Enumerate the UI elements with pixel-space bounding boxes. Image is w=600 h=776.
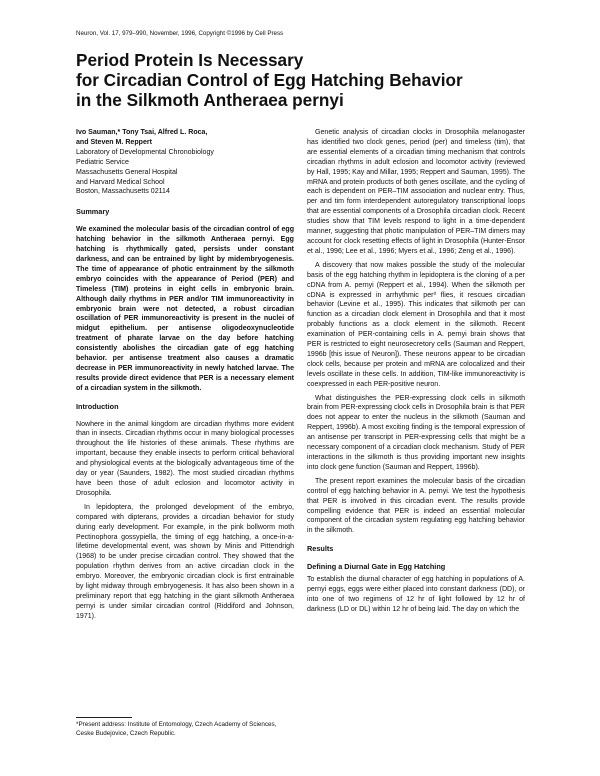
body-paragraph-3: What distinguishes the PER-expressing clock cells in silkmoth brain from PER-expressing clock cells in Drosophila brain is that PER does not appear to enter the nucleus in the silkmoth (Sauman and Reppert, 1996b). A most exciting finding is the temporal expression of an antisense per transcript in PER-expressing cells that might be a necessary component of a circadian clock mechanism. Study of PER interactions in the silkmoth is thus providing important new insights into clock gene function (Sauman and Reppert, 1996b). [307,394,525,471]
affiliation-line-1: Laboratory of Developmental Chronobiology [76,148,214,156]
affiliation-line-5: Boston, Massachusetts 02114 [76,188,170,196]
body-paragraph-4: The present report examines the molecular basis of the circadian control of egg hatching behavior in A. pernyi. We test the hypothesis that PER is involved in this circadian event. The results provide compelling evidence that PER is indeed an essential molecular component of the circadian system regulating egg hatching behavior in the silkmoth. [307,477,525,535]
affiliation-line-4: and Harvard Medical School [76,178,165,186]
author-names-1: Ivo Sauman,* Tony Tsai, Alfred L. Roca, [76,129,208,136]
body-paragraph-1: Genetic analysis of circadian clocks in Drosophila melanogaster has identified two clock genes, period (per) and timeless (tim), that are essential elements of a circadian timing mechanism that controls circadian rhythms in adult eclosion and locomotor activity (reviewed by Hall, 1995; Kay and Millar, 1995; Reppert and Sauman, 1995). The mRNA and protein products of both genes oscillate, and the cycling of each is dependent on PER–TIM association and nuclear entry. Thus, per and tim form interdependent autoregulatory transcriptional loops that are essential components of a Drosophila circadian clock. Recent studies show that TIM levels respond to light in a time-dependent manner, suggesting that photic manipulation of PER–TIM dimers may account for clock resetting effects of light in Drosophila (Hunter-Ensor et al., 1996; Lee et al., 1996; Myers et al., 1996; Zeng et al., 1996). [307,129,525,255]
body-paragraph-2: A discovery that now makes possible the study of the molecular basis of the egg hatching rhythm in lepidoptera is the cloning of a per cDNA from A. pernyi (Reppert et al., 1994). When the silkmoth per cDNA is expressed in arrhythmic per⁰ flies, it rescues circadian behavior (Levine et al., 1995). This indicates that silkmoth per can function as a circadian clock element in Drosophila and that it most probably functions as a clock element in the silkmoth. Recent examination of PER-containing cells in A. pernyi brain shows that PER is restricted to eight neurosecretory cells (Sauman and Reppert, 1996b [this issue of Neuron]). These neurons appear to be circadian clock cells, because per protein and mRNA are colocalized and their levels oscillate in these cells. In addition, TIM-like immunoreactivity is coexpressed in each PER-positive neuron. [307,261,525,388]
title-line-3: in the Silkmoth Antheraea pernyi [76,90,344,110]
intro-paragraph-2: In lepidoptera, the prolonged development of the embryo, compared with dipterans, provides a circadian behavior for study during early development. For example, in the pink bollworm moth Pectinophora gossypiella, the timing of egg hatching, a once-in-a-lifetime developmental event, was shown by Minis and Pittendrigh (1968) to be under precise circadian control. They showed that the population rhythm derives from an active circadian clock in the embryo. Moreover, the embryonic circadian clock is first entrainable by light midway through embryogenesis. It has also been shown in a preliminary report that egg hatching in the giant silkmoth Antheraea pernyi is under similar circadian control (Riddiford and Johnson, 1971). [76,503,294,620]
footnote-text: *Present address: Institute of Entomology, Czech Academy of Sciences, Ceske Budejovice, Czech Republic. [76,721,277,737]
title-line-2: for Circadian Control of Egg Hatching Behavior [76,70,463,90]
title-line-1: Period Protein Is Necessary [76,50,304,70]
introduction-heading: Introduction [76,401,119,411]
author-names-2: and Steven M. Reppert [76,138,152,146]
affiliation-line-2: Pediatric Service [76,158,129,166]
results-paragraph-1: To establish the diurnal character of egg hatching in populations of A. pernyi eggs, eggs were either placed into constant darkness (DD), or into one of two regimens of 12 hr of light followed by 12 hr of darkness (LD or DL) within 12 hr of being laid. The day on which the [307,576,525,613]
affiliation-line-3: Massachusetts General Hospital [76,168,178,176]
footnote [76,717,294,738]
right-column [307,128,525,619]
article-title [76,50,536,110]
author-block [76,128,294,197]
journal-header: Neuron, Vol. 17, 979–990, November, 1996, Copyright ©1996 by Cell Press [76,30,284,37]
intro-paragraph-1: Nowhere in the animal kingdom are circadian rhythms more evident than in insects. Circadian rhythms occur in many biological processes throughout the life histories of these animals. These rhythms are important, because they enable insects to perform critical behavioral and physiological events at the biologically advantageous time of the day or year (Saunders, 1982). The most studied circadian rhythms have been those of adult eclosion and locomotor activity in Drosophila. [76,420,294,497]
summary-text: We examined the molecular basis of the circadian control of egg hatching behavior in the silkmoth Antheraea pernyi. Egg hatching is rhythmically gated, persists under constant darkness, and can be entrained by light by midembryogenesis. The time of appearance of photic entrainment by the silkmoth embryo coincides with the appearance of Period (PER) and Timeless (TIM) proteins in eight cells in embryonic brain. Although daily rhythms in PER and/or TIM immunoreactivity in embryonic brain were not detected, a robust circadian oscillation of PER immunoreactivity is present in the nuclei of midgut epithelium. per antisense oligodeoxynucleotide treatment of pharate larvae on the day before hatching consistently abolishes the circadian gate of egg hatching behavior. per antisense treatment also causes a dramatic decrease in PER immunoreactivity in newly hatched larvae. The results provide direct evidence that PER is a necessary element of a circadian system in the silkmoth. [76,226,294,392]
left-column [76,128,294,626]
results-subheading: Defining a Diurnal Gate in Egg Hatching [307,562,446,572]
results-heading: Results [307,544,334,554]
footnote-rule [76,717,132,718]
summary-heading: Summary [76,207,110,217]
